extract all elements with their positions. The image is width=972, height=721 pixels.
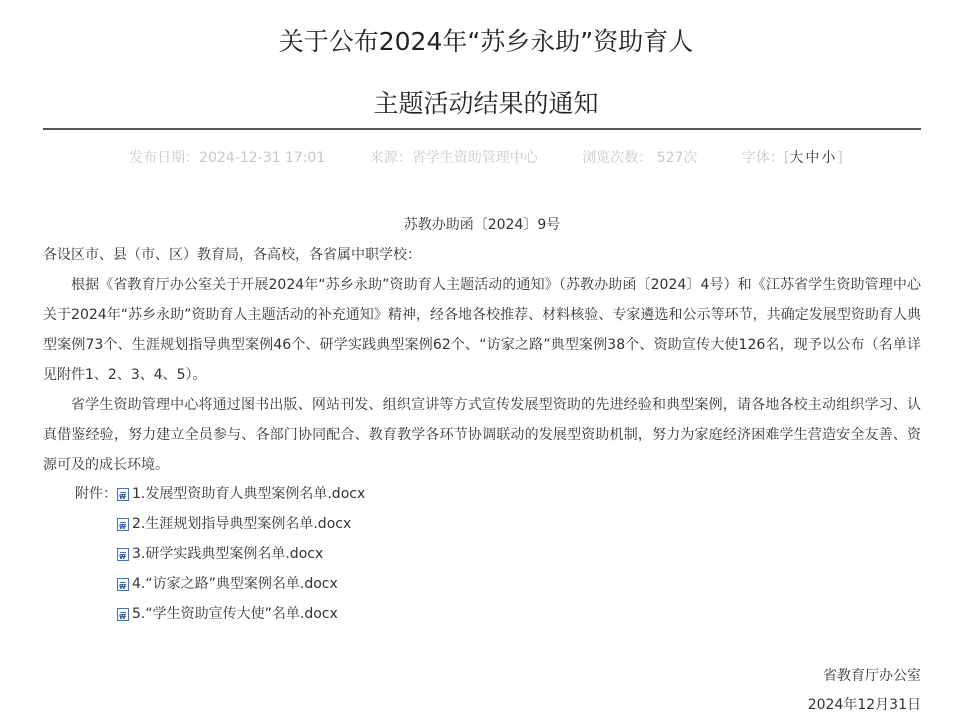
attachment-link-4[interactable] (117, 574, 338, 594)
publish-date: 发布日期：2024-12-31 17:01 (129, 150, 326, 166)
title-divider (43, 128, 921, 130)
attachment-link-3[interactable] (117, 544, 323, 564)
attachment-link-2[interactable] (117, 514, 351, 534)
font-size-bracket: ] (837, 150, 843, 166)
signature-org: 省教育厅办公室 (823, 668, 921, 684)
paragraph-1: 根据《省教育厅办公室关于开展2024年“苏乡永助”资助育人主题活动的通知》（苏教办助函〔2024〕4号）和《江苏省学生资助管理中心关于2024年“苏乡永助”资助育人主题活动的补充通知》精神，经各地各校推荐、材料核验、专家遴选和公示等环节，共确定发展型资助育人典型案例73个、生涯规划指导典型案例46个、研学实践典型案例62个、“访家之路”典型案例38个、资助宣传大使126名，现予以公布（名单详见附件1、2、3、4、5）。 (43, 277, 921, 383)
word-doc-icon (117, 488, 129, 501)
attachment-name[interactable]: 3.研学实践典型案例名单.docx (132, 546, 324, 562)
word-doc-icon (117, 518, 129, 531)
word-doc-icon (117, 548, 129, 561)
view-count: 浏览次数： 527次 (582, 150, 698, 166)
font-size-control (742, 150, 843, 166)
signature-date: 2024年12月31日 (807, 697, 921, 713)
font-size-label: 字体：[ (741, 150, 790, 166)
attachment-link-5[interactable] (117, 604, 338, 624)
article-meta (0, 147, 972, 167)
attachment-name[interactable]: 2.生涯规划指导典型案例名单.docx (132, 516, 352, 532)
attachment-link-1[interactable] (117, 484, 365, 504)
page-title: 关于公布2024年“苏乡永助”资助育人 (278, 27, 694, 56)
word-doc-icon (117, 578, 129, 591)
font-large-button[interactable]: 大 (789, 150, 806, 166)
paragraph-2: 省学生资助管理中心将通过图书出版、网站刊发、组织宣讲等方式宣传发展型资助的先进经验和典型案例，请各地各校主动组织学习、认真借鉴经验，努力建立全员参与、各部门协同配合、教育教学各环节协调联动的发展型资助机制，努力为家庭经济困难学生营造安全友善、资源可及的成长环境。 (43, 397, 921, 473)
attachments-label: 附件： (75, 486, 117, 502)
word-doc-icon (117, 608, 129, 621)
page-subtitle: 主题活动结果的通知 (373, 89, 599, 118)
attachment-name[interactable]: 5.“学生资助宣传大使”名单.docx (132, 606, 338, 622)
salutation: 各设区市、县（市、区）教育局，各高校，各省属中职学校： (43, 247, 421, 263)
document-number: 苏教办助函〔2024〕9号 (403, 217, 561, 233)
attachment-name[interactable]: 4.“访家之路”典型案例名单.docx (132, 576, 338, 592)
font-medium-button[interactable]: 中 (805, 150, 822, 166)
font-small-button[interactable]: 小 (821, 150, 838, 166)
attachment-name[interactable]: 1.发展型资助育人典型案例名单.docx (132, 486, 366, 502)
source: 来源：省学生资助管理中心 (369, 150, 538, 166)
